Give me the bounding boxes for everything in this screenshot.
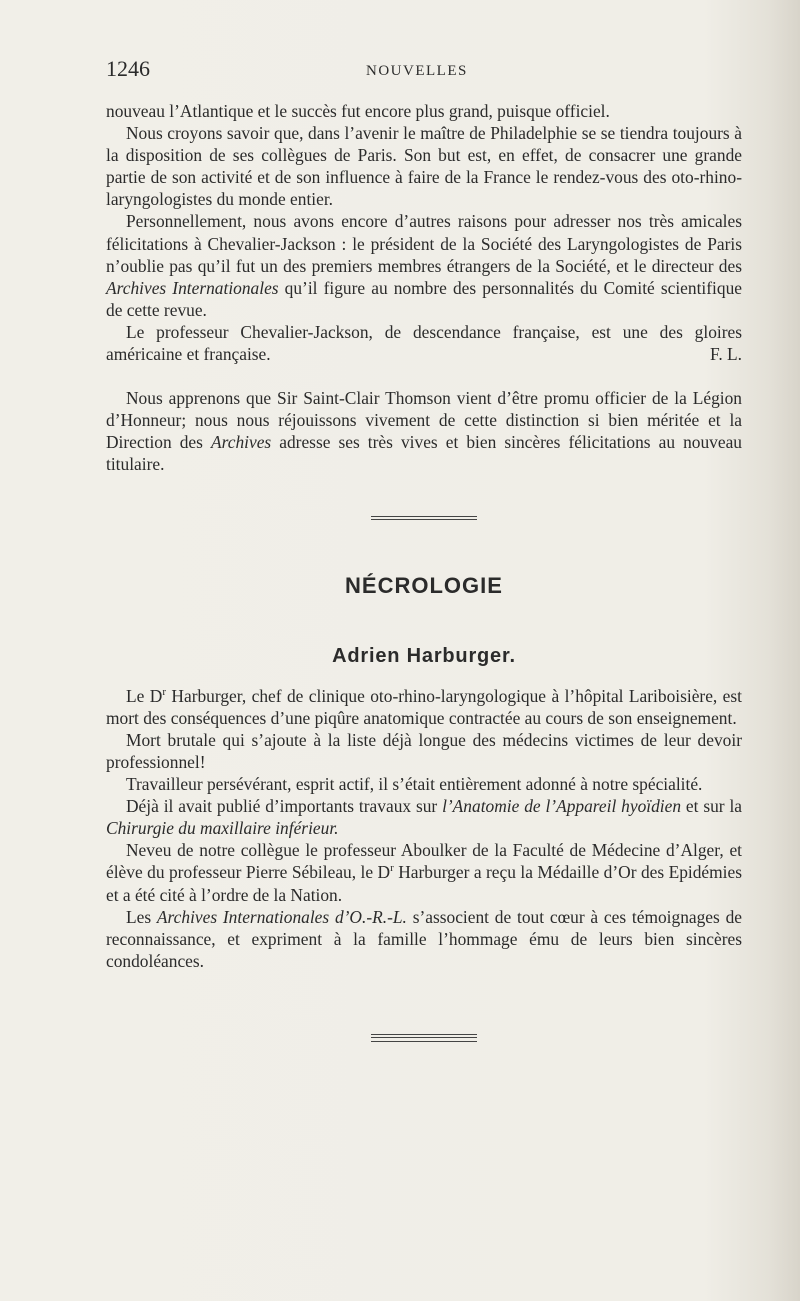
news-paragraph-4-text: Le professeur Chevalier-Jackson, de descendance française, est une des gloires américaine et française. <box>106 321 742 365</box>
news-paragraph-5 <box>106 387 742 475</box>
obituary-p5-sup: r <box>390 862 394 875</box>
obituary-p1-a: Le D <box>126 685 163 706</box>
author-signature: F. L. <box>710 344 742 365</box>
section-divider-bottom-single <box>371 1041 477 1042</box>
obituary-p4-b: et sur la <box>681 796 743 817</box>
news-paragraph-5-end: adresse ses très vives et bien sincères félicitations au nouveau titulaire. <box>106 432 742 475</box>
surgery-title-italic: Chirurgie du maxillaire inférieur. <box>106 818 339 839</box>
news-paragraph-3 <box>106 210 742 320</box>
section-title: NÉCROLOGIE <box>345 572 503 598</box>
obituary-p5-b: Harburger a reçu la Médaille d’Or des Epidémies et a été cité à l’ordre de la Nation. <box>106 862 742 905</box>
news-paragraph-4 <box>106 321 742 365</box>
obituary-p4-a: Déjà il avait publié d’importants travaux sur <box>126 796 443 817</box>
archives-italic: Archives <box>210 432 272 453</box>
news-paragraph-3-text: Personnellement, nous avons encore d’autres raisons pour adresser nos très amicales félicitations à Chevalier-Jackson : le président de la Société des Laryngologistes de Paris n’oublie pas qu’il fut un des premiers membres étrangers de la Société, et le directeur des <box>106 211 742 276</box>
obituary-paragraph-6 <box>106 906 742 972</box>
obituary-paragraph-1 <box>106 685 742 729</box>
obituary-p6-b: s’associent de tout cœur à ces témoignages de reconnaissance, et expriment à la famille l’hommage ému de leurs bien sincères condoléances. <box>106 906 742 971</box>
page-number: 1246 <box>106 56 150 81</box>
section-divider-bottom <box>371 1034 477 1038</box>
obituary-p5-a: Neveu de notre collègue le professeur Aboulker de la Faculté de Médecine d’Alger, et élève du professeur Pierre Sébileau, le D <box>106 840 742 883</box>
news-paragraph-5-text: Nous apprenons que Sir Saint-Clair Thomson vient d’être promu officier de la Légion d’Honneur; nous nous réjouissons vivement de cette distinction si bien méritée et la Direction des <box>106 388 742 453</box>
page-content <box>106 100 742 1042</box>
obituary-paragraph-4 <box>106 795 742 839</box>
news-paragraph-3-end: qu’il figure au nombre des personnalités du Comité scientifique de cette revue. <box>106 277 742 320</box>
article-title: Adrien Harburger. <box>332 644 516 667</box>
journal-name-italic: Archives Internationales d’O.-R.-L. <box>156 906 407 927</box>
obituary-p1-sup: r <box>162 685 166 698</box>
obituary-p6-a: Les <box>126 906 157 927</box>
anatomy-title-italic: l’Anatomie de l’Appareil hyoïdien <box>442 796 682 817</box>
obituary-p1-b: Harburger, chef de clinique oto-rhino-laryngologique à l’hôpital Lariboisière, est mort des conséquences d’une piqûre anatomique contractée au cours de son enseignement. <box>106 685 743 728</box>
page-header <box>106 56 742 86</box>
obituary-paragraph-3: Travailleur persévérant, esprit actif, il s’était entièrement adonné à notre spécialité. <box>126 774 703 795</box>
news-paragraph-2: Nous croyons savoir que, dans l’avenir le maître de Philadelphie se se tiendra toujours à la disposition de ses collègues de Paris. Son but est, en effet, de consacrer une grande partie de son activité et de son influence à faire de la France le rendez-vous des oto-rhino-laryngologistes du monde entier. <box>106 123 742 210</box>
journal-title-italic: Archives Internationales <box>106 277 279 298</box>
news-paragraph-1: nouveau l’Atlantique et le succès fut encore plus grand, puisque officiel. <box>106 101 610 121</box>
obituary-paragraph-5 <box>106 839 742 905</box>
running-head: NOUVELLES <box>366 63 468 79</box>
obituary-paragraph-2: Mort brutale qui s’ajoute à la liste déjà longue des médecins victimes de leur devoir professionnel! <box>106 729 742 772</box>
